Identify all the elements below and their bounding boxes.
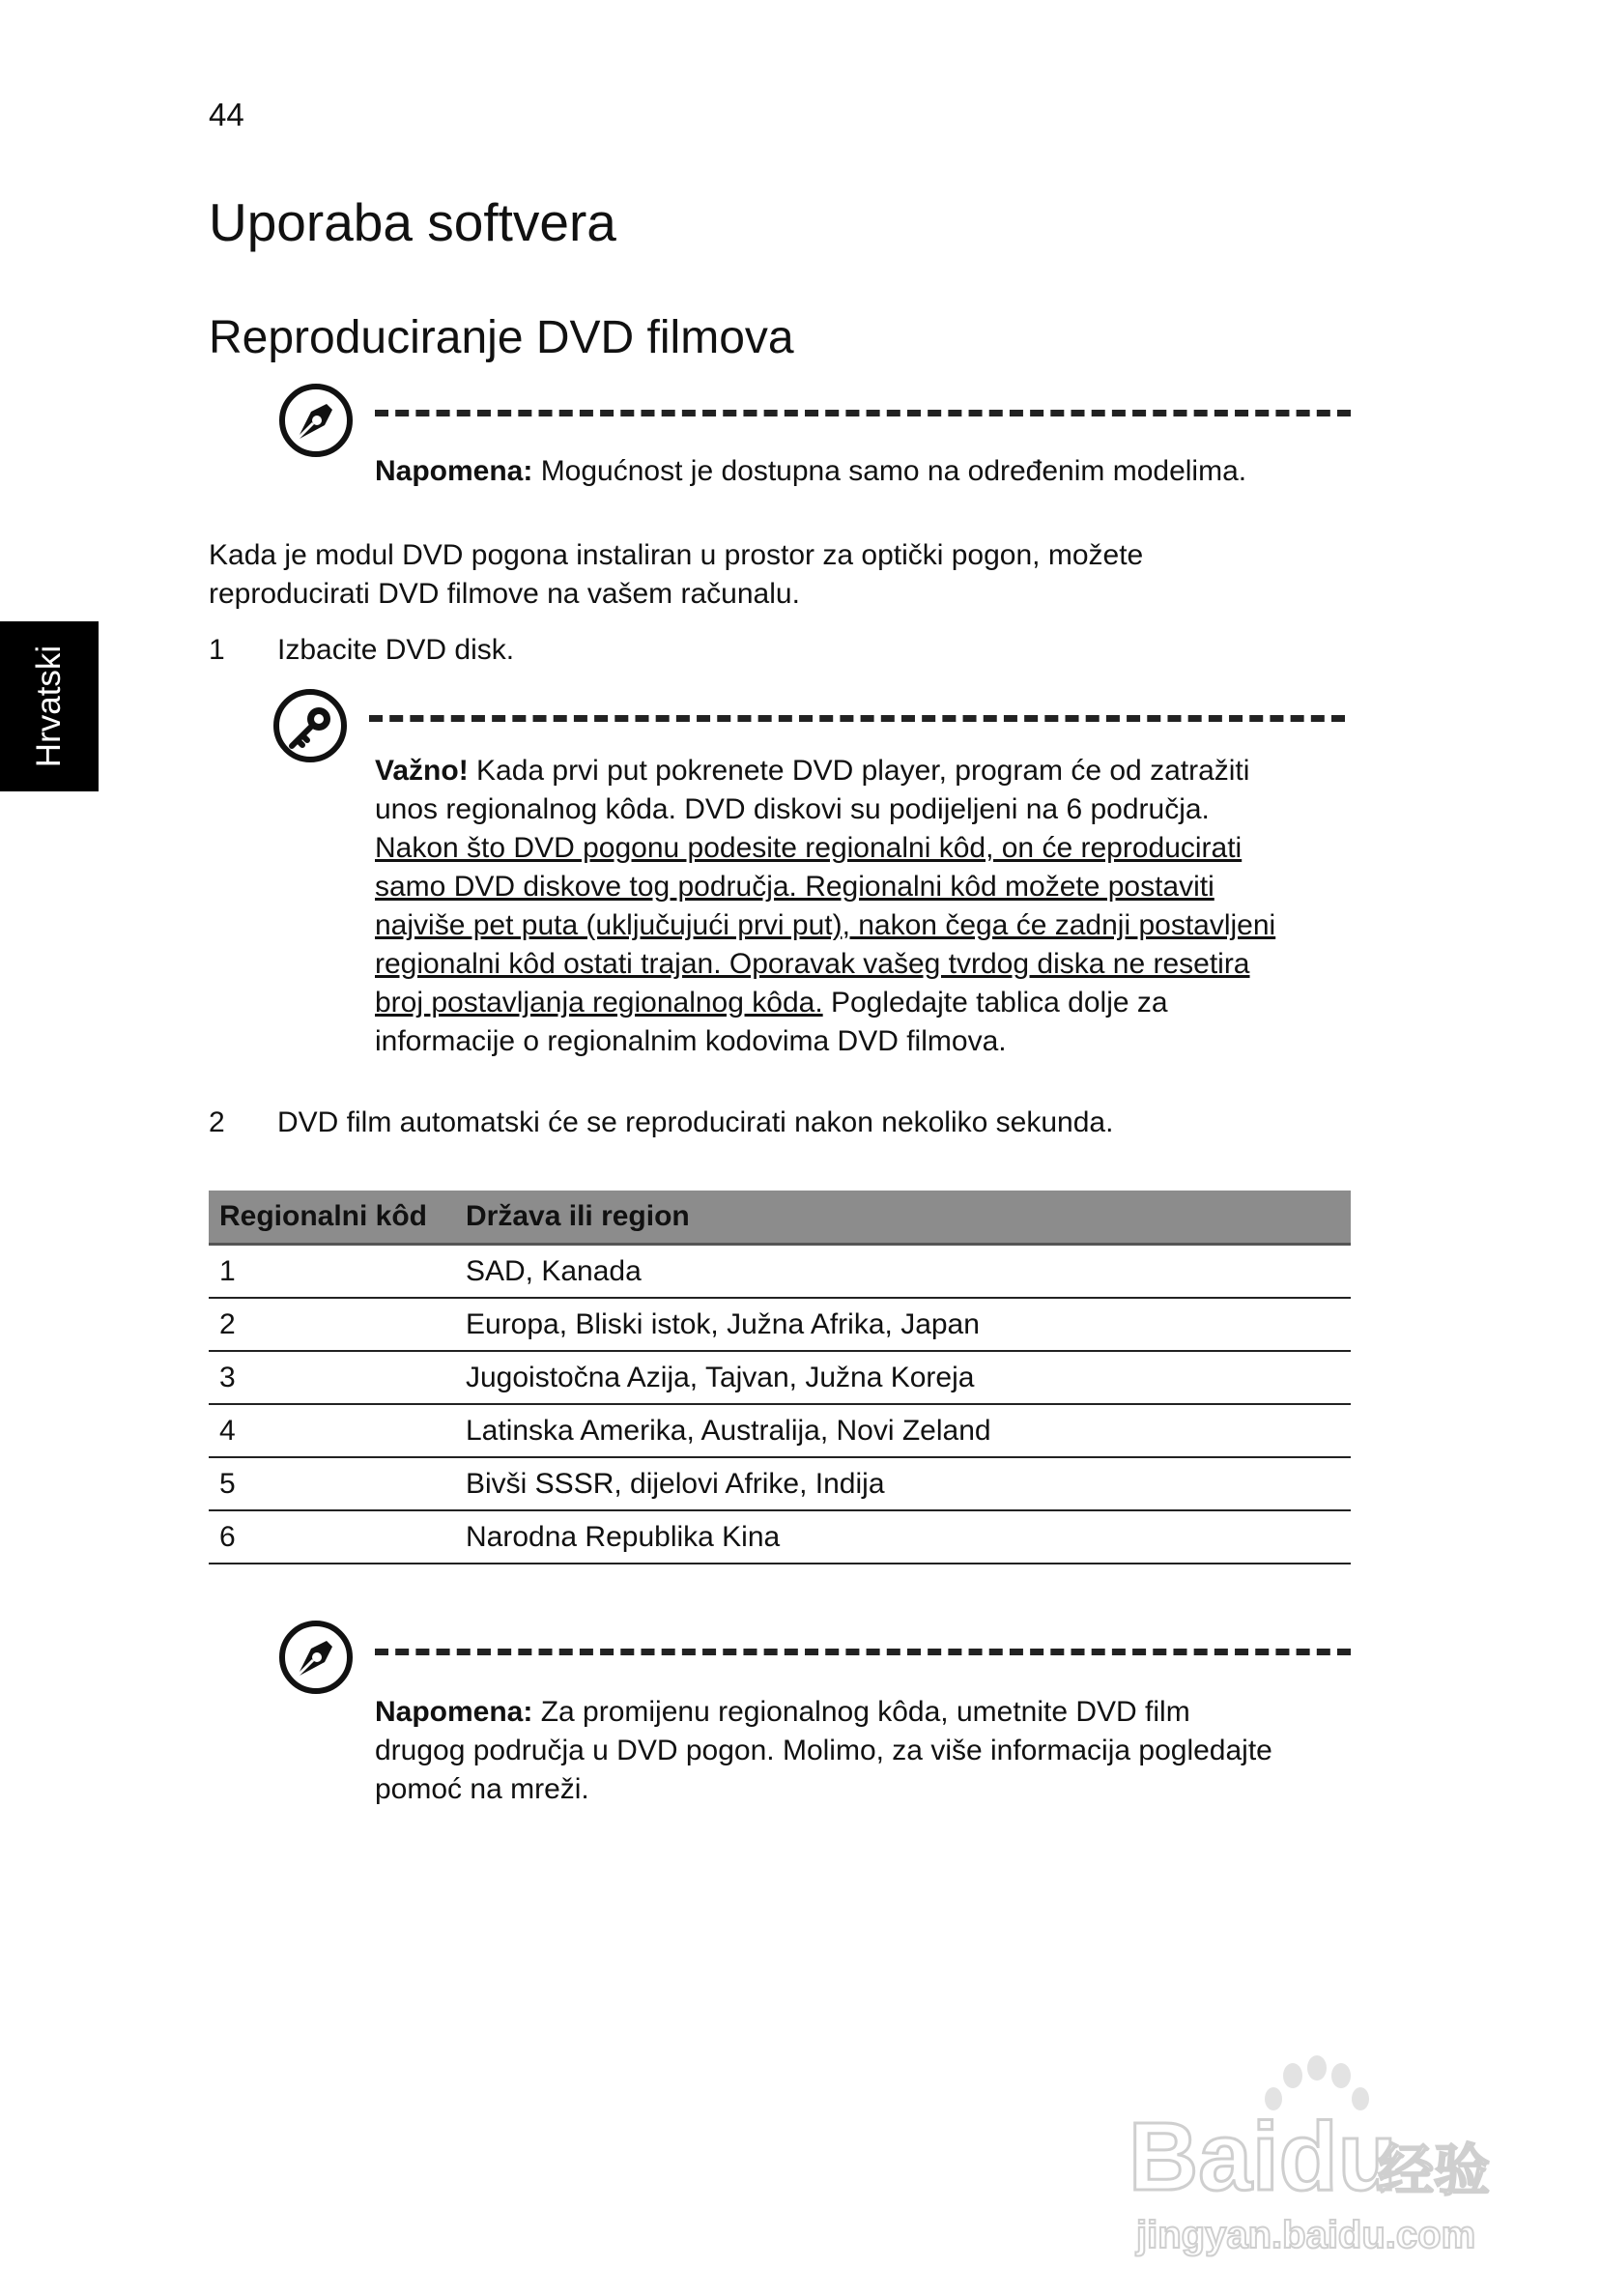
step-text: Izbacite DVD disk.: [277, 634, 515, 666]
step-number: 1: [209, 634, 225, 666]
note-text: [375, 452, 1246, 491]
important-line: najviše pet puta (uključujući prvi put), nakon čega će zadnji postavljeni: [375, 909, 1276, 941]
table-row: [209, 1510, 1351, 1564]
important-line: Pogledajte tablica dolje za: [822, 987, 1168, 1019]
region-code-cell: 2: [209, 1298, 455, 1351]
note-line: pomoć na mreži.: [375, 1773, 589, 1805]
region-name-cell: Europa, Bliski istok, Južna Afrika, Japan: [455, 1298, 1351, 1351]
important-line: informacije o regionalnim kodovima DVD filmova.: [375, 1025, 1007, 1057]
region-name-cell: Latinska Amerika, Australija, Novi Zeland: [455, 1404, 1351, 1457]
page-number: 44: [209, 97, 244, 132]
region-code-cell: 1: [209, 1245, 455, 1299]
region-name-cell: Bivši SSSR, dijelovi Afrike, Indija: [455, 1457, 1351, 1510]
step-number: 2: [209, 1106, 225, 1138]
table-row: [209, 1457, 1351, 1510]
page-title: Uporaba softvera: [209, 192, 616, 252]
language-side-tab: [0, 621, 99, 791]
table-row: [209, 1404, 1351, 1457]
section-title: Reproduciranje DVD filmova: [209, 312, 794, 363]
key-important-icon: [272, 688, 348, 763]
important-line: unos regionalnog kôda. DVD diskovi su podijeljeni na 6 područja.: [375, 793, 1210, 825]
table-header-row: [209, 1191, 1351, 1245]
table-header-cell: Regionalni kôd: [209, 1191, 455, 1245]
region-code-cell: 6: [209, 1510, 455, 1564]
important-text: [375, 752, 1275, 1061]
side-tab-label: Hrvatski: [30, 645, 68, 768]
note-line: drugog područja u DVD pogon. Molimo, za više informacija pogledajte: [375, 1735, 1272, 1766]
table-header-cell: Država ili region: [455, 1191, 1351, 1245]
note-text: [375, 1693, 1272, 1809]
important-divider: [369, 715, 1345, 722]
note-line: Za promijenu regionalnog kôda, umetnite DVD film: [532, 1696, 1190, 1728]
important-line: Kada prvi put pokrenete DVD player, program će od zatražiti: [468, 755, 1250, 787]
watermark-url: jingyan.baidu.com: [1136, 2214, 1476, 2256]
watermark-brand: Baidu: [1129, 2103, 1397, 2211]
table-row: [209, 1351, 1351, 1404]
important-line: samo DVD diskove tog područja. Regionalni kôd možete postaviti: [375, 871, 1214, 903]
important-line: broj postavljanja regionalnog kôda.: [375, 987, 823, 1019]
region-code-cell: 3: [209, 1351, 455, 1404]
intro-line: Kada je modul DVD pogona instaliran u prostor za optički pogon, možete: [209, 539, 1144, 571]
important-line: Nakon što DVD pogonu podesite regionalni kôd, on će reproducirati: [375, 832, 1243, 864]
region-name-cell: SAD, Kanada: [455, 1245, 1351, 1299]
note-divider: [375, 1649, 1351, 1655]
watermark-cn: 经验: [1378, 2138, 1491, 2203]
region-code-cell: 4: [209, 1404, 455, 1457]
table-row: [209, 1245, 1351, 1299]
region-name-cell: Jugoistočna Azija, Tajvan, Južna Koreja: [455, 1351, 1351, 1404]
region-code-cell: 5: [209, 1457, 455, 1510]
note-label: Napomena:: [375, 455, 533, 487]
important-line: regionalni kôd ostati trajan. Oporavak vašeg tvrdog diska ne resetira: [375, 948, 1250, 980]
table-row: [209, 1298, 1351, 1351]
note-divider: [375, 410, 1351, 416]
note-body: Mogućnost je dostupna samo na određenim modelima.: [532, 455, 1247, 487]
baidu-watermark: [1129, 2054, 1496, 2267]
pen-note-icon: [278, 1620, 354, 1695]
important-label: Važno!: [375, 755, 469, 787]
intro-line: reproducirati DVD filmove na vašem računalu.: [209, 578, 800, 610]
region-code-table: [209, 1191, 1351, 1564]
note-label: Napomena:: [375, 1696, 533, 1728]
step-text: DVD film automatski će se reproducirati nakon nekoliko sekunda.: [277, 1106, 1114, 1138]
region-name-cell: Narodna Republika Kina: [455, 1510, 1351, 1564]
pen-note-icon: [278, 383, 354, 458]
intro-paragraph: [209, 536, 1143, 614]
